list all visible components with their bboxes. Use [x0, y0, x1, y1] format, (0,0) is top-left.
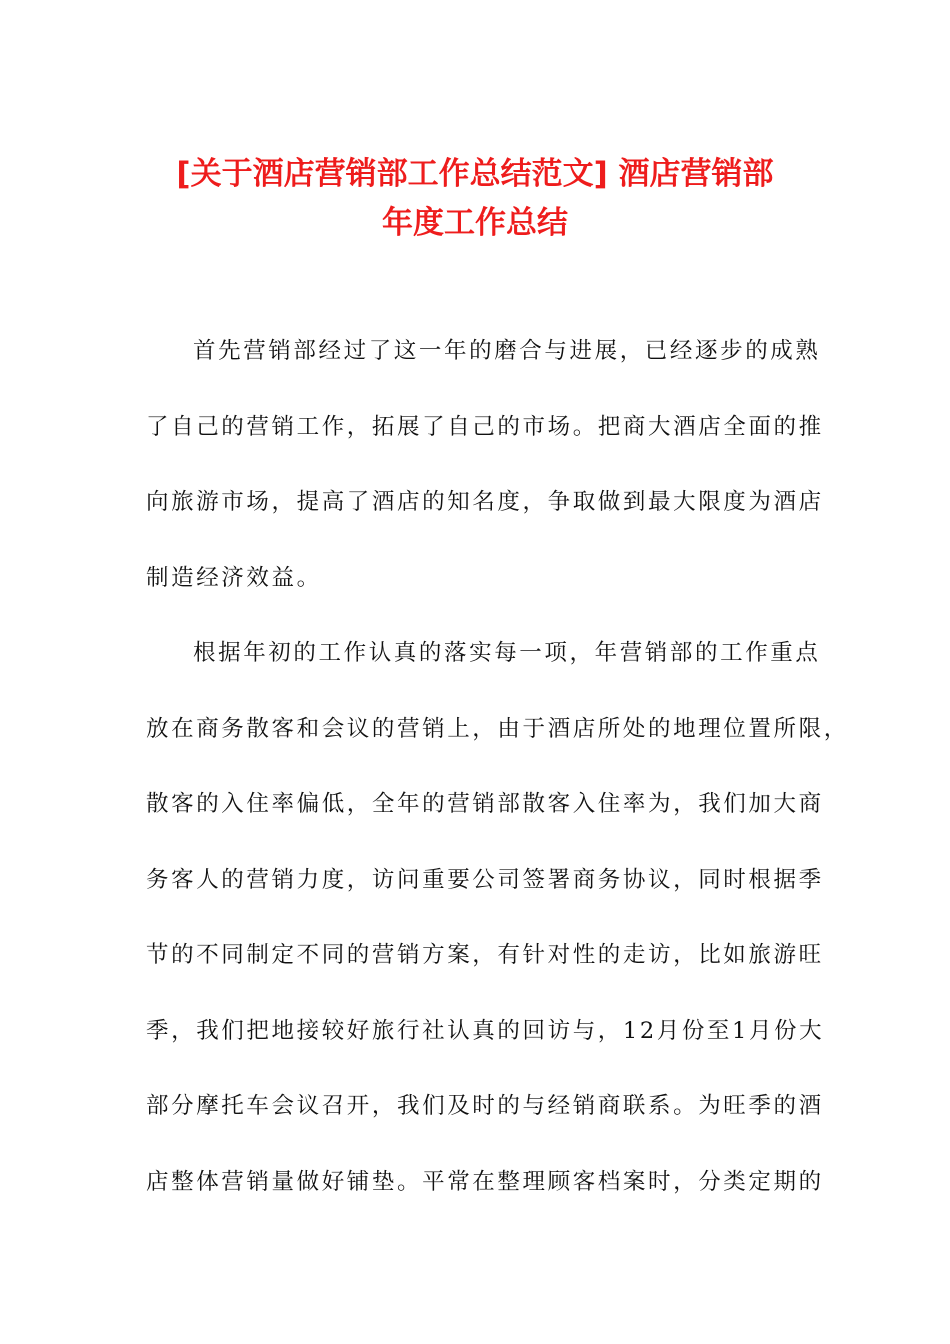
paragraph-2 [146, 628, 849, 1232]
paragraph-line: 店整体营销量做好铺垫。平常在整理顾客档案时，分类定期的 [146, 1168, 824, 1195]
title-line-1: [关于酒店营销部工作总结范文] 酒店营销部 [176, 156, 774, 192]
paragraph-1 [146, 326, 824, 628]
paragraph-line: 首先营销部经过了这一年的磨合与进展，已经逐步的成熟 [193, 338, 821, 364]
paragraph-line: 节的不同制定不同的营销方案，有针对性的走访，比如旅游旺 [146, 942, 824, 968]
paragraph-line: 散客的入住率偏低，全年的营销部散客入住率为，我们加大商 [146, 791, 824, 817]
document-title [140, 150, 810, 248]
paragraph-line: 季，我们把地接较好旅行社认真的回访与，12月份至1月份大 [146, 1017, 825, 1044]
paragraph-line: 部分摩托车会议召开，我们及时的与经销商联系。为旺季的酒 [146, 1093, 824, 1119]
paragraph-line: 了自己的营销工作，拓展了自己的市场。把商大酒店全面的推 [146, 413, 824, 440]
paragraph-line: 向旅游市场，提高了酒店的知名度，争取做到最大限度为酒店 [146, 489, 824, 515]
paragraph-line: 放在商务散客和会议的营销上，由于酒店所处的地理位置所限， [146, 715, 849, 742]
paragraph-line: 根据年初的工作认真的落实每一项，年营销部的工作重点 [193, 640, 821, 666]
document-body [146, 326, 849, 1232]
paragraph-line: 制造经济效益。 [146, 564, 322, 591]
title-line-2: 年度工作总结 [382, 205, 568, 241]
paragraph-line: 务客人的营销力度，访问重要公司签署商务协议，同时根据季 [146, 866, 824, 893]
